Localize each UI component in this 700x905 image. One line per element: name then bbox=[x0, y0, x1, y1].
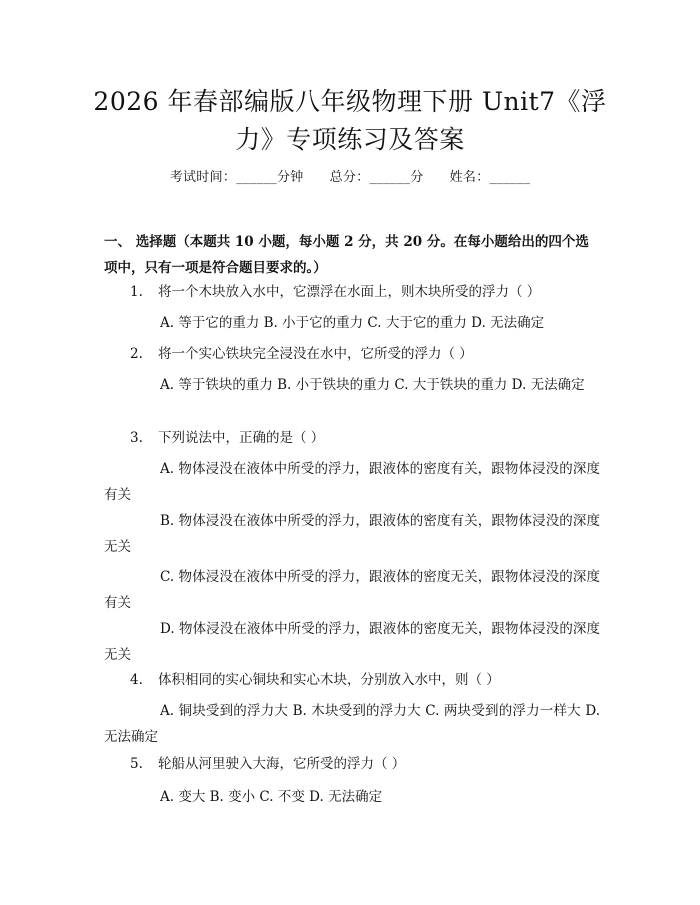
total-score: 总分：______分 bbox=[329, 170, 424, 185]
question-number: 3. bbox=[130, 430, 143, 446]
question-2 bbox=[130, 344, 600, 364]
title-line-1: 2026 年春部编版八年级物理下册 Unit7《浮 bbox=[93, 87, 607, 116]
question-1-options: A. 等于它的重力 B. 小于它的重力 C. 大于它的重力 D. 无法确定 bbox=[160, 315, 545, 331]
question-text: 下列说法中，正确的是（ ） bbox=[158, 430, 325, 446]
question-2-options: A. 等于铁块的重力 B. 小于铁块的重力 C. 大于铁块的重力 D. 无法确定 bbox=[160, 377, 585, 393]
question-text: 体积相同的实心铜块和实心木块，分别放入水中，则（ ） bbox=[158, 672, 500, 688]
question-number: 5. bbox=[130, 756, 143, 772]
question-1 bbox=[130, 282, 600, 302]
question-number: 1. bbox=[130, 284, 143, 300]
section-heading: 一、 选择题（本题共 10 小题，每小题 2 分，共 20 分。在每小题给出的四个选项中，只有一项是符合题目要求的。） bbox=[104, 234, 589, 276]
question-3 bbox=[130, 428, 600, 448]
question-4-options: A. 铜块受到的浮力大 B. 木块受到的浮力大 C. 两块受到的浮力一样大 D. 无法确定 bbox=[104, 703, 600, 745]
question-4 bbox=[130, 670, 600, 690]
question-3-option-a: A. 物体浸没在液体中所受的浮力，跟液体的密度有关，跟物体浸没的深度有关 bbox=[104, 461, 600, 503]
question-3-option-b: B. 物体浸没在液体中所受的浮力，跟液体的密度有关，跟物体浸没的深度无关 bbox=[104, 513, 600, 555]
question-text: 将一个实心铁块完全浸没在水中，它所受的浮力（ ） bbox=[158, 346, 473, 362]
question-5 bbox=[130, 754, 600, 774]
question-5-options: A. 变大 B. 变小 C. 不变 D. 无法确定 bbox=[160, 789, 383, 805]
title-line-2: 力》专项练习及答案 bbox=[235, 125, 465, 154]
question-number: 4. bbox=[130, 672, 143, 688]
question-3-option-c: C. 物体浸没在液体中所受的浮力，跟液体的密度无关，跟物体浸没的深度有关 bbox=[104, 569, 600, 611]
question-text: 轮船从河里驶入大海，它所受的浮力（ ） bbox=[158, 756, 406, 772]
exam-meta bbox=[0, 166, 700, 185]
question-number: 2. bbox=[130, 346, 143, 362]
question-3-option-d: D. 物体浸没在液体中所受的浮力，跟液体的密度无关，跟物体浸没的深度无关 bbox=[104, 621, 600, 663]
student-name: 姓名：______ bbox=[449, 170, 531, 185]
exam-time: 考试时间：______分钟 bbox=[169, 170, 304, 185]
question-text: 将一个木块放入水中，它漂浮在水面上，则木块所受的浮力（ ） bbox=[158, 284, 541, 300]
